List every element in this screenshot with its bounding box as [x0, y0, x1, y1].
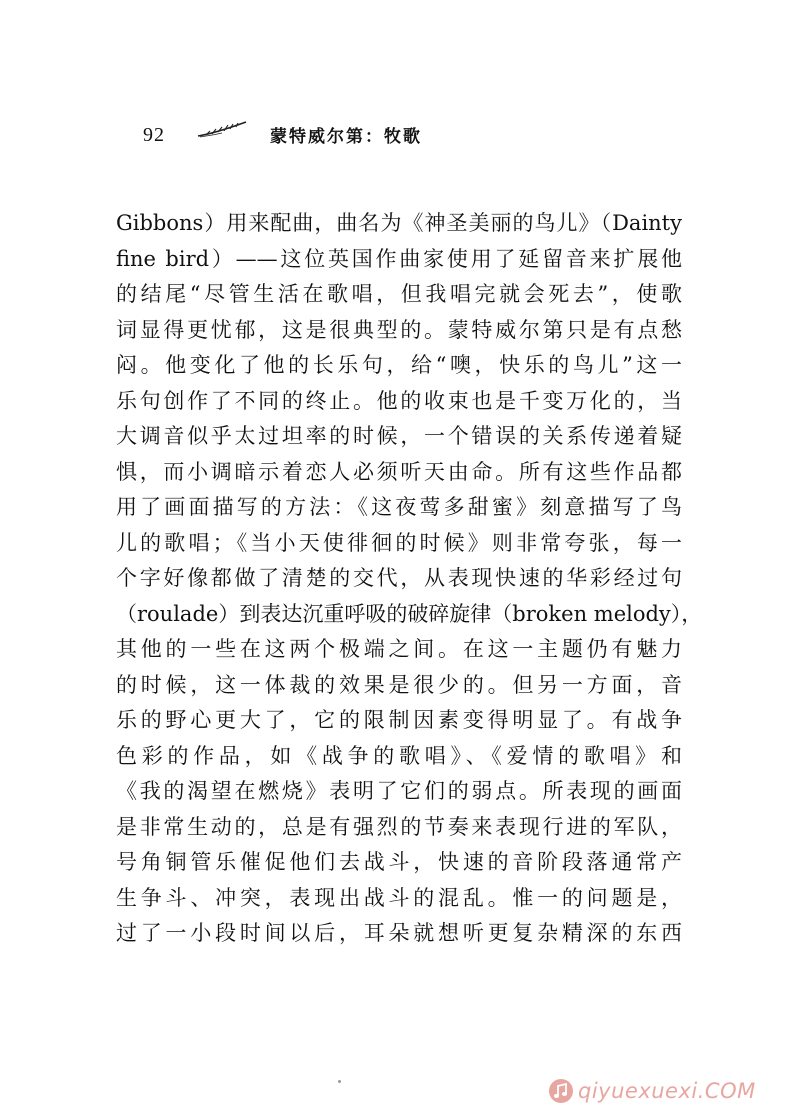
text-line: 号角铜管乐催促他们去战斗，快速的音阶段落通常产 [116, 850, 682, 874]
watermark-text: qiyuexuexi.COM [578, 1079, 756, 1103]
music-note-logo-icon [548, 1078, 574, 1104]
footer-mark [338, 1080, 341, 1083]
text-line: 的时候，这一体裁的效果是很少的。但另一方面，音 [116, 672, 682, 697]
text-line: fine bird）——这位英国作曲家使用了延留音来扩展他 [116, 246, 682, 271]
text-line: 个字好像都做了清楚的交代，从表现快速的华彩经过句 [116, 566, 682, 590]
text-line: 是非常生动的，总是有强烈的节奏来表现行进的军队， [116, 814, 682, 839]
text-line: （roulade）到表达沉重呼吸的破碎旋律（broken melody）， [116, 601, 703, 626]
text-line: 乐句创作了不同的终止。他的收束也是千变万化的，当 [116, 388, 682, 413]
body-text [116, 206, 703, 952]
text-line: 闷。他变化了他的长乐句，给“噢，快乐的鸟儿”这一 [116, 353, 682, 377]
text-line: 色彩的作品，如《战争的歌唱》、《爱情的歌唱》和 [116, 743, 682, 768]
text-line: 其他的一些在这两个极端之间。在这一主题仍有魅力 [116, 637, 682, 661]
text-line: 儿的歌唱；《当小天使徘徊的时候》则非常夸张，每一 [116, 530, 682, 555]
text-line: 生争斗、冲突，表现出战斗的混乱。惟一的问题是， [116, 885, 682, 910]
text-line: 大调音似乎太过坦率的时候，一个错误的关系传递着疑 [116, 424, 682, 448]
text-line: 《我的渴望在燃烧》表明了它们的弱点。所表现的画面 [116, 779, 682, 803]
text-line: 词显得更忧郁，这是很典型的。蒙特威尔第只是有点愁 [116, 317, 682, 342]
text-line: 用了画面描写的方法：《这夜莺多甜蜜》刻意描写了鸟 [116, 495, 682, 519]
page-number: 92 [143, 124, 165, 146]
running-title: 蒙特威尔第：牧歌 [270, 127, 422, 147]
text-line: 惧，而小调暗示着恋人必须听天由命。所有这些作品都 [116, 459, 682, 484]
text-line: 乐的野心更大了，它的限制因素变得明显了。有战争 [116, 708, 682, 732]
text-line: 的结尾“尽管生活在歌唱，但我唱完就会死去”，使歌 [116, 282, 682, 306]
text-line: Gibbons）用来配曲，曲名为《神圣美丽的鸟儿》（Dainty [116, 211, 682, 235]
quill-flourish-icon [196, 120, 248, 140]
text-line: 过了一小段时间以后，耳朵就想听更复杂精深的东西 [116, 921, 682, 945]
watermark [548, 1078, 756, 1104]
